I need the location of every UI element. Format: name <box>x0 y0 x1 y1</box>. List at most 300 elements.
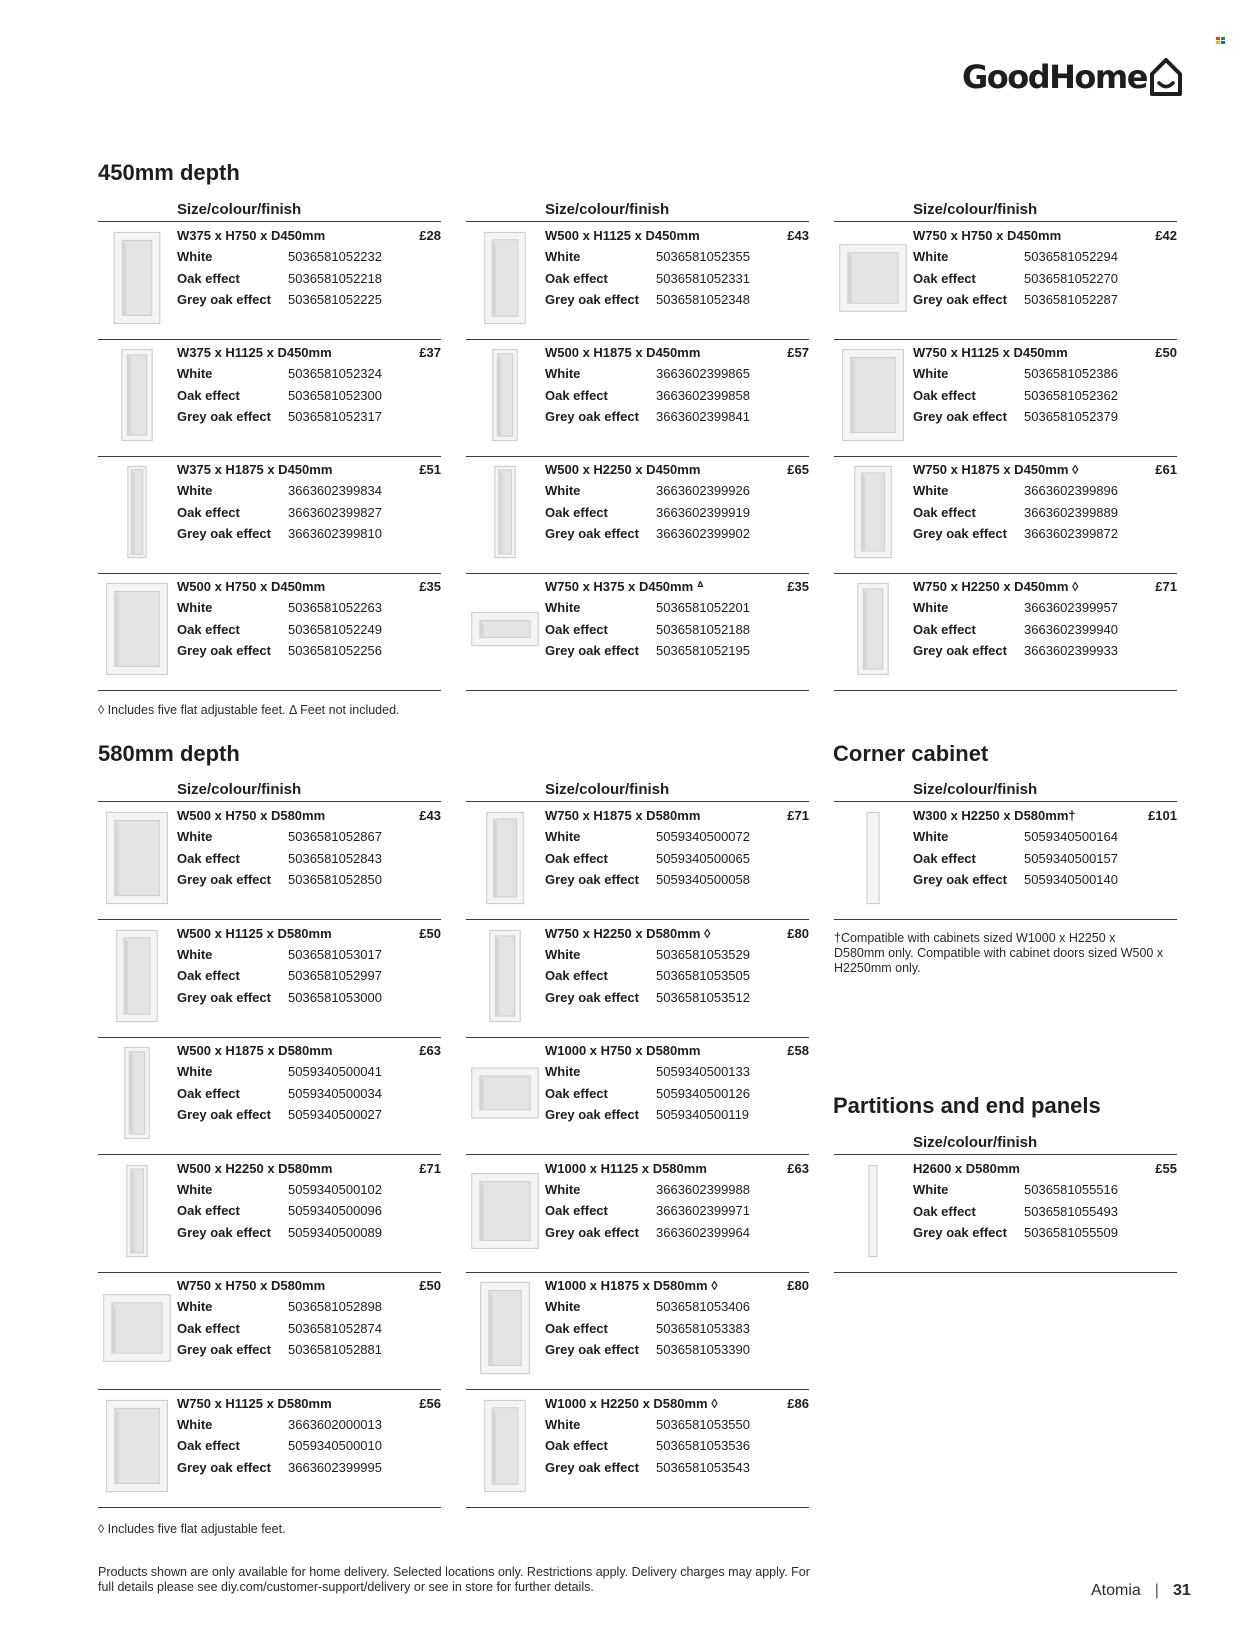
product-entry <box>98 802 441 920</box>
product-size: W750 x H1875 x D450mm ◊ <box>913 462 1079 477</box>
product-code: 5059340500027 <box>288 1107 382 1122</box>
feet-note-450: ◊ Includes five flat adjustable feet. Δ Feet not included. <box>98 703 400 717</box>
finish-name: White <box>545 1181 581 1197</box>
cabinet-thumbnail <box>834 462 912 562</box>
finish-name: Grey oak effect <box>545 292 639 307</box>
product-info <box>177 1278 441 1364</box>
finish-row <box>913 600 1177 622</box>
product-code: 5036581052232 <box>288 249 382 264</box>
product-size: W500 x H2250 x D580mm <box>177 1160 333 1176</box>
product-price: £86 <box>787 1395 809 1411</box>
finish-row <box>177 990 441 1012</box>
finish-row <box>177 1417 441 1439</box>
product-entry <box>466 1272 809 1390</box>
cabinet-image <box>466 228 544 328</box>
finish-name: White <box>545 829 581 844</box>
product-code: 5036581053512 <box>656 989 750 1005</box>
product-entry <box>98 1272 441 1390</box>
finish-name: White <box>545 1416 581 1432</box>
section-title-450: 450mm depth <box>98 160 240 185</box>
product-code: 5036581052317 <box>288 409 382 424</box>
finish-row <box>177 851 441 873</box>
product-code: 5059340500102 <box>288 1181 382 1197</box>
finish-row <box>913 388 1177 410</box>
finish-name: Grey oak effect <box>545 643 639 658</box>
product-code: 5036581052195 <box>656 643 750 658</box>
goodhome-logo <box>962 56 1183 98</box>
finish-row <box>545 1321 809 1343</box>
product-size: W500 x H2250 x D450mm <box>545 462 701 477</box>
cabinet-image <box>466 1278 544 1378</box>
cabinet-image <box>834 579 912 679</box>
product-code: 5036581052843 <box>288 850 382 866</box>
product-code: 3663602399865 <box>656 366 750 381</box>
page-footer <box>1091 1582 1191 1600</box>
product-code: 5059340500010 <box>288 1438 382 1453</box>
cabinet-thumbnail <box>98 579 176 679</box>
product-code: 5036581053550 <box>656 1416 750 1432</box>
product-info <box>545 1278 809 1364</box>
product-header <box>913 1161 1177 1182</box>
finish-row <box>913 1225 1177 1247</box>
finish-name: Grey oak effect <box>913 643 1007 658</box>
product-code: 5036581052355 <box>656 249 750 264</box>
product-price: £50 <box>419 1278 441 1293</box>
product-price: £50 <box>419 925 441 941</box>
product-code: 5036581052874 <box>288 1320 382 1336</box>
finish-row <box>177 292 441 314</box>
product-header <box>545 926 809 947</box>
product-code: 5036581053000 <box>288 989 382 1005</box>
finish-row <box>545 1299 809 1321</box>
cabinet-thumbnail <box>834 1161 912 1261</box>
cabinet-thumbnail <box>466 228 544 328</box>
product-info <box>913 228 1177 314</box>
product-info <box>913 579 1177 665</box>
product-code: 3663602399926 <box>656 483 750 498</box>
column-header: Size/colour/finish <box>913 1134 1038 1151</box>
finish-name: White <box>177 483 213 498</box>
finish-row <box>177 1107 441 1129</box>
product-header <box>177 1278 441 1299</box>
finish-row <box>913 366 1177 388</box>
product-code: 5036581052249 <box>288 621 382 637</box>
finish-row <box>177 1438 441 1460</box>
finish-name: Oak effect <box>545 504 608 520</box>
finish-name: White <box>913 600 949 615</box>
cabinet-image <box>466 345 544 445</box>
finish-row <box>177 872 441 894</box>
finish-name: Grey oak effect <box>913 1225 1007 1240</box>
product-header <box>913 462 1177 483</box>
product-code: 5059340500058 <box>656 872 750 887</box>
product-size: W500 x H750 x D580mm <box>177 808 326 823</box>
finish-row <box>177 483 441 505</box>
finish-row <box>545 1417 809 1439</box>
finish-row <box>545 1438 809 1460</box>
product-info <box>545 228 809 314</box>
finish-row <box>177 829 441 851</box>
product-code: 5059340500065 <box>656 850 750 866</box>
finish-name: White <box>545 1299 581 1314</box>
cabinet-image <box>98 228 176 328</box>
finish-name: White <box>913 249 949 264</box>
product-code: 5036581052362 <box>1024 387 1118 403</box>
product-code: 3663602399995 <box>288 1459 382 1475</box>
cabinet-image <box>98 926 176 1026</box>
finish-name: Oak effect <box>913 387 976 403</box>
cabinet-thumbnail <box>834 345 912 445</box>
product-entry <box>98 1390 441 1508</box>
finish-name: White <box>177 1416 213 1432</box>
finish-name: White <box>545 366 581 381</box>
finish-row <box>545 622 809 644</box>
finish-name: Grey oak effect <box>177 1107 271 1122</box>
finish-row <box>913 829 1177 851</box>
product-info <box>177 1396 441 1482</box>
product-code: 5036581053505 <box>656 968 750 983</box>
brand-name: GoodHome <box>962 58 1147 96</box>
finish-row <box>177 622 441 644</box>
finish-name: White <box>177 366 213 381</box>
finish-name: Oak effect <box>177 1085 240 1101</box>
cabinet-image <box>98 1043 176 1143</box>
product-code: 5059340500119 <box>656 1107 750 1122</box>
cabinet-image <box>98 1161 176 1261</box>
product-code: 5059340500164 <box>1024 829 1118 844</box>
finish-name: White <box>913 829 949 844</box>
finish-row <box>177 1460 441 1482</box>
product-code: 5036581052263 <box>288 600 382 615</box>
finish-row <box>913 1182 1177 1204</box>
cabinet-thumbnail <box>98 228 176 328</box>
column-header: Size/colour/finish <box>913 781 1038 798</box>
cabinet-image <box>834 228 912 328</box>
product-info <box>545 1043 809 1129</box>
product-code: 3663602399988 <box>656 1181 750 1197</box>
finish-name: White <box>913 366 949 381</box>
finish-name: Grey oak effect <box>545 989 639 1005</box>
product-code: 5036581053017 <box>288 946 382 962</box>
product-code: 5059340500034 <box>288 1085 382 1101</box>
product-price: £63 <box>419 1043 441 1058</box>
product-code: 5059340500072 <box>656 829 750 844</box>
finish-row <box>177 1225 441 1247</box>
product-code: 5036581052331 <box>656 270 750 286</box>
finish-row <box>177 1086 441 1108</box>
finish-row <box>177 1299 441 1321</box>
product-price: £51 <box>419 462 441 477</box>
product-price: £101 <box>1148 808 1177 823</box>
product-entry <box>98 573 441 691</box>
product-price: £35 <box>419 579 441 594</box>
product-code: 3663602399902 <box>656 526 750 541</box>
product-info <box>177 926 441 1012</box>
product-price: £58 <box>787 1043 809 1058</box>
product-header <box>913 808 1177 829</box>
product-size: W375 x H750 x D450mm <box>177 228 326 243</box>
product-size: W1000 x H750 x D580mm <box>545 1043 701 1058</box>
finish-row <box>545 990 809 1012</box>
cabinet-image <box>466 1043 544 1143</box>
product-code: 5036581053390 <box>656 1342 750 1357</box>
product-info <box>177 462 441 548</box>
product-entry <box>98 339 441 457</box>
product-price: £42 <box>1155 228 1177 243</box>
product-entry <box>98 1155 441 1273</box>
finish-name: Oak effect <box>545 621 608 637</box>
finish-name: Grey oak effect <box>177 1224 271 1240</box>
finish-row <box>545 1107 809 1129</box>
product-price: £57 <box>787 345 809 360</box>
product-size: W1000 x H1875 x D580mm ◊ <box>545 1278 718 1293</box>
product-info <box>545 462 809 548</box>
finish-name: White <box>177 249 213 264</box>
cabinet-thumbnail <box>466 462 544 562</box>
product-size: W375 x H1125 x D450mm <box>177 345 332 360</box>
finish-name: Grey oak effect <box>177 643 271 658</box>
cabinet-thumbnail <box>98 1396 176 1496</box>
finish-name: White <box>913 483 949 498</box>
cabinet-image <box>98 345 176 445</box>
finish-name: Grey oak effect <box>913 526 1007 541</box>
finish-name: Grey oak effect <box>545 1224 639 1240</box>
product-info <box>545 345 809 431</box>
finish-row <box>545 292 809 314</box>
cabinet-thumbnail <box>98 1278 176 1378</box>
product-code: 5036581052270 <box>1024 270 1118 286</box>
finish-name: Oak effect <box>913 1203 976 1219</box>
finish-row <box>177 526 441 548</box>
product-entry <box>466 222 809 340</box>
product-price: £50 <box>1155 345 1177 360</box>
finish-row <box>545 1203 809 1225</box>
cabinet-image <box>98 1278 176 1378</box>
finish-row <box>545 249 809 271</box>
product-code: 5036581052201 <box>656 600 750 615</box>
finish-row <box>913 271 1177 293</box>
finish-row <box>545 1064 809 1086</box>
cabinet-image <box>834 345 912 445</box>
finish-name: White <box>545 946 581 962</box>
product-price: £71 <box>419 1160 441 1176</box>
finish-name: Oak effect <box>177 621 240 637</box>
finish-row <box>545 1342 809 1364</box>
cabinet-image <box>834 1161 912 1261</box>
finish-name: Oak effect <box>913 621 976 637</box>
cabinet-image <box>98 1396 176 1496</box>
product-size: W500 x H1125 x D580mm <box>177 925 332 941</box>
finish-row <box>913 1204 1177 1226</box>
product-code: 3663602399858 <box>656 387 750 403</box>
product-price: £28 <box>419 228 441 243</box>
product-code: 3663602399957 <box>1024 600 1118 615</box>
finish-row <box>913 409 1177 431</box>
product-code: 3663602399919 <box>656 504 750 520</box>
finish-row <box>177 366 441 388</box>
finish-row <box>177 1182 441 1204</box>
product-entry <box>466 1037 809 1155</box>
delivery-disclaimer: Products shown are only available for home delivery. Selected locations only. Restrictions apply. Delivery charges may apply. For full details please see diy.com/customer-support/delivery or see in store for further details. <box>98 1565 810 1594</box>
cabinet-image <box>466 579 544 679</box>
finish-name: Oak effect <box>177 850 240 866</box>
cabinet-image <box>98 462 176 562</box>
finish-row <box>545 829 809 851</box>
finish-row <box>545 526 809 548</box>
product-header <box>177 579 441 600</box>
product-code: 3663602399810 <box>288 526 382 541</box>
product-code: 5036581052300 <box>288 387 382 403</box>
finish-row <box>177 1321 441 1343</box>
series-name: Atomia <box>1091 1582 1141 1599</box>
product-code: 5036581055516 <box>1024 1182 1118 1197</box>
product-info <box>177 808 441 894</box>
finish-name: Grey oak effect <box>913 409 1007 424</box>
product-code: 5036581052867 <box>288 829 382 844</box>
column-header: Size/colour/finish <box>913 201 1038 218</box>
product-code: 5036581052379 <box>1024 409 1118 424</box>
product-code: 3663602399827 <box>288 504 382 520</box>
section-title-partitions: Partitions and end panels <box>833 1093 1101 1118</box>
product-header <box>913 228 1177 249</box>
cabinet-thumbnail <box>834 579 912 679</box>
product-header <box>545 1161 809 1182</box>
product-code: 5036581052850 <box>288 872 382 887</box>
product-entry <box>466 339 809 457</box>
finish-name: White <box>177 1064 213 1079</box>
finish-name: Grey oak effect <box>177 872 271 887</box>
finish-name: White <box>177 600 213 615</box>
cabinet-image <box>834 462 912 562</box>
product-size: W750 x H750 x D450mm <box>913 228 1062 243</box>
finish-name: Oak effect <box>545 1203 608 1218</box>
product-header <box>545 1043 809 1064</box>
finish-name: White <box>545 249 581 264</box>
cabinet-image <box>466 808 544 908</box>
finish-name: Oak effect <box>545 968 608 983</box>
cabinet-thumbnail <box>98 345 176 445</box>
product-code: 5059340500096 <box>288 1203 382 1218</box>
product-size: W375 x H1875 x D450mm <box>177 462 333 477</box>
column-header: Size/colour/finish <box>177 201 302 218</box>
finish-name: Grey oak effect <box>177 1342 271 1357</box>
product-info <box>177 345 441 431</box>
finish-row <box>545 1182 809 1204</box>
finish-name: Oak effect <box>545 1085 608 1101</box>
product-code: 3663602000013 <box>288 1416 382 1432</box>
product-entry <box>98 1037 441 1155</box>
finish-row <box>545 1086 809 1108</box>
finish-row <box>545 643 809 665</box>
product-entry <box>466 1155 809 1273</box>
cabinet-thumbnail <box>98 926 176 1026</box>
finish-name: Oak effect <box>913 850 976 866</box>
column-header: Size/colour/finish <box>177 781 302 798</box>
product-code: 5059340500140 <box>1024 872 1118 887</box>
product-size: W750 x H1875 x D580mm <box>545 808 701 823</box>
product-entry <box>834 1155 1177 1273</box>
finish-row <box>913 872 1177 894</box>
product-size: W750 x H750 x D580mm <box>177 1278 326 1293</box>
product-info <box>177 228 441 314</box>
cabinet-thumbnail <box>834 808 912 908</box>
product-size: W750 x H2250 x D580mm ◊ <box>545 925 711 941</box>
product-size: W500 x H1875 x D450mm <box>545 345 701 360</box>
finish-row <box>545 505 809 527</box>
product-info <box>545 926 809 1012</box>
cabinet-thumbnail <box>466 926 544 1026</box>
finish-row <box>545 1225 809 1247</box>
product-code: 5059340500089 <box>288 1224 382 1240</box>
product-size: W750 x H2250 x D450mm ◊ <box>913 579 1079 594</box>
product-price: £71 <box>1155 579 1177 594</box>
cabinet-thumbnail <box>466 1278 544 1378</box>
product-info <box>913 1161 1177 1247</box>
product-code: 3663602399889 <box>1024 504 1118 520</box>
product-code: 3663602399964 <box>656 1224 750 1240</box>
product-header <box>913 579 1177 600</box>
product-header <box>177 228 441 249</box>
finish-name: Oak effect <box>177 1203 240 1218</box>
finish-name: Oak effect <box>545 270 608 286</box>
product-entry <box>834 802 1177 920</box>
product-header <box>545 1278 809 1299</box>
finish-row <box>913 483 1177 505</box>
finish-name: Grey oak effect <box>177 526 271 541</box>
product-code: 5036581052294 <box>1024 249 1118 264</box>
finish-name: Oak effect <box>177 1438 240 1453</box>
product-code: 3663602399841 <box>656 409 750 424</box>
finish-name: Oak effect <box>913 504 976 520</box>
product-header <box>177 1161 441 1182</box>
finish-name: Grey oak effect <box>545 1107 639 1122</box>
finish-name: White <box>177 1299 213 1314</box>
product-price: £80 <box>787 1278 809 1293</box>
finish-name: White <box>545 483 581 498</box>
product-header <box>545 1396 809 1417</box>
finish-row <box>177 271 441 293</box>
finish-row <box>913 622 1177 644</box>
finish-row <box>177 505 441 527</box>
finish-name: Grey oak effect <box>177 989 271 1005</box>
finish-row <box>545 872 809 894</box>
product-code: 5036581053536 <box>656 1438 750 1453</box>
finish-row <box>913 851 1177 873</box>
product-info <box>545 579 809 665</box>
finish-name: Grey oak effect <box>545 1342 639 1357</box>
product-price: £43 <box>419 808 441 823</box>
cabinet-image <box>466 1161 544 1261</box>
product-info <box>545 1396 809 1482</box>
product-header <box>177 1396 441 1417</box>
product-entry <box>466 573 809 691</box>
product-size: W750 x H1125 x D450mm <box>913 345 1068 360</box>
cabinet-thumbnail <box>834 228 912 328</box>
product-header <box>177 808 441 829</box>
product-code: 5059340500157 <box>1024 850 1118 866</box>
finish-row <box>177 249 441 271</box>
finish-row <box>177 1203 441 1225</box>
finish-name: Oak effect <box>545 1320 608 1336</box>
finish-row <box>177 643 441 665</box>
finish-row <box>545 600 809 622</box>
product-entry <box>466 920 809 1038</box>
product-entry <box>834 456 1177 574</box>
finish-row <box>177 388 441 410</box>
finish-name: Grey oak effect <box>913 292 1007 307</box>
product-size: W750 x H375 x D450mm ᐞ <box>545 579 704 594</box>
finish-row <box>177 600 441 622</box>
